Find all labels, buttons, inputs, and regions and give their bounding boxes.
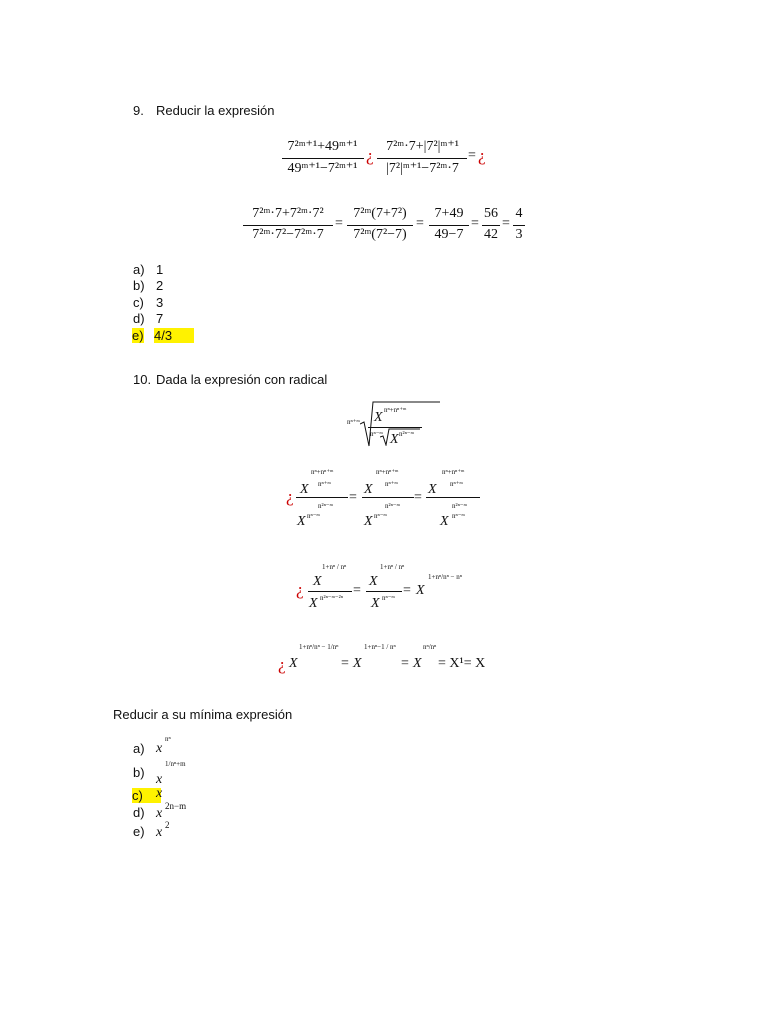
q9-l1-rhs-num: 7²ᵐ·7+|7²|ᵐ⁺¹ bbox=[386, 139, 459, 154]
fraction-bar bbox=[296, 497, 348, 498]
q9-l2-a-num: 7²ᵐ·7+7²ᵐ·7² bbox=[252, 206, 324, 221]
equals-sign: = bbox=[401, 656, 409, 671]
variable-x: X bbox=[413, 656, 422, 671]
fraction-bar bbox=[243, 225, 333, 226]
q9-l2-b-den: 7²ᵐ(7²−7) bbox=[353, 227, 407, 242]
q9-l2-e-den: 3 bbox=[515, 227, 523, 242]
variable-x: X bbox=[416, 583, 425, 598]
option-value: 2 bbox=[156, 278, 164, 293]
variable-x: X bbox=[428, 482, 437, 497]
exp-small: 1+nⁿ/nⁿ − 1/nⁿ bbox=[299, 643, 339, 651]
fraction-bar bbox=[377, 158, 467, 159]
q9-l2-e-num: 4 bbox=[515, 206, 523, 221]
exp-small: nⁿ⁻ᵐ bbox=[374, 512, 387, 520]
q9-l1-rhs-den: |7²|ᵐ⁺¹−7²ᵐ·7 bbox=[386, 161, 459, 176]
inverted-question-mark: ¿ bbox=[478, 146, 486, 165]
option-value: 1 bbox=[156, 262, 164, 277]
exp-small: nⁿ+nⁿ⁺ᵐ bbox=[376, 468, 399, 476]
q9-l2-a-den: 7²ᵐ·7²−7²ᵐ·7 bbox=[252, 227, 324, 242]
equals-sign: = bbox=[416, 216, 424, 231]
exp-small: n²ⁿ⁻ᵐ bbox=[399, 430, 414, 438]
fraction-bar bbox=[513, 225, 525, 226]
fraction-bar bbox=[282, 158, 364, 159]
equals-sign: = bbox=[403, 583, 411, 598]
variable-x: X bbox=[364, 514, 373, 529]
option-letter-highlighted: c) bbox=[132, 788, 161, 803]
option-letter: d) bbox=[133, 311, 145, 326]
equals-sign: = bbox=[414, 490, 422, 505]
exp-small: nⁿ+nⁿ⁺ᵐ bbox=[442, 468, 465, 476]
q9-l2-c-num: 7+49 bbox=[434, 206, 464, 221]
option-letter: b) bbox=[133, 278, 145, 293]
option-letter: b) bbox=[133, 765, 145, 780]
equals-sign: = bbox=[349, 490, 357, 505]
inner-index: nⁿ⁻ᵐ bbox=[370, 430, 383, 438]
option-letter: e) bbox=[133, 824, 145, 839]
option-exp: nⁿ bbox=[165, 735, 171, 743]
q10-number: 10. bbox=[133, 372, 152, 387]
equals-sign: = bbox=[471, 216, 479, 231]
variable-x: X bbox=[371, 596, 380, 611]
q10-title: Dada la expresión con radical bbox=[156, 372, 328, 387]
variable-x: X bbox=[353, 656, 362, 671]
equals-sign: = bbox=[353, 583, 361, 598]
variable-x: X bbox=[369, 574, 378, 589]
exp-small: 1+nⁿ / nⁿ bbox=[322, 563, 347, 571]
fraction-bar bbox=[426, 497, 480, 498]
q10-instruction: Reducir a su mínima expresión bbox=[113, 707, 293, 722]
option-value-highlighted: 4/3 bbox=[154, 328, 194, 343]
option-letter-highlighted: e) bbox=[132, 328, 144, 343]
exp-small: nⁿ+nⁿ⁺ᵐ bbox=[311, 468, 334, 476]
option-letter: c) bbox=[133, 295, 144, 310]
fraction-bar bbox=[347, 225, 413, 226]
exp-small: nⁿ⁻ᵐ bbox=[307, 512, 320, 520]
q9-l2-d-den: 42 bbox=[484, 227, 498, 242]
inverted-question-mark: ¿ bbox=[366, 146, 374, 165]
inverted-question-mark: ¿ bbox=[296, 580, 304, 599]
variable-x: X bbox=[374, 410, 383, 425]
variable-x: X bbox=[364, 482, 373, 497]
variable-x: X bbox=[440, 514, 449, 529]
option-base: x bbox=[156, 806, 163, 821]
exp-small: nⁿ⁺ᵐ bbox=[318, 480, 331, 488]
variable-x: X bbox=[313, 574, 322, 589]
fraction-bar bbox=[362, 497, 414, 498]
option-base: x bbox=[156, 772, 163, 787]
option-exp: 1/nⁿ+m bbox=[165, 760, 186, 768]
inverted-question-mark: ¿ bbox=[278, 655, 286, 674]
inverted-question-mark: ¿ bbox=[286, 487, 294, 506]
variable-x: X bbox=[309, 596, 318, 611]
equals-sign: = bbox=[341, 656, 349, 671]
exp-small: 1+nⁿ/nⁿ − nⁿ bbox=[428, 573, 462, 581]
q9-title: Reducir la expresión bbox=[156, 103, 275, 118]
fraction-bar bbox=[308, 591, 352, 592]
exp-small: n²ⁿ⁻ᵐ bbox=[385, 502, 400, 510]
q9-l2-b-num: 7²ᵐ(7+7²) bbox=[353, 206, 407, 221]
option-letter: d) bbox=[133, 805, 145, 820]
exp-small: 1+nⁿ−1 / nⁿ bbox=[364, 643, 396, 651]
option-base: x bbox=[156, 825, 163, 840]
option-value: 7 bbox=[156, 311, 164, 326]
exp-small: n²ⁿ⁻ᵐ bbox=[452, 502, 467, 510]
fraction-bar bbox=[366, 591, 402, 592]
equals-sign: = bbox=[502, 216, 510, 231]
q9-l2-d-num: 56 bbox=[484, 206, 498, 221]
exp-small: nⁿ+nⁿ⁺ᵐ bbox=[384, 406, 407, 414]
variable-x: X bbox=[297, 514, 306, 529]
q9-l1-lhs-num: 7²ᵐ⁺¹+49ᵐ⁺¹ bbox=[287, 139, 358, 154]
exp-small: nⁿ⁺ᵐ bbox=[450, 480, 463, 488]
option-exp: 2 bbox=[165, 820, 170, 830]
exp-small: nⁿ/nⁿ bbox=[423, 643, 437, 651]
option-exp: 2n−m bbox=[165, 801, 187, 811]
exp-small: n²ⁿ⁻ᵐ⁻²ⁿ bbox=[320, 594, 343, 602]
option-value: 3 bbox=[156, 295, 164, 310]
q9-l1-lhs-den: 49ᵐ⁺¹−7²ᵐ⁺¹ bbox=[287, 161, 358, 176]
radical-index: nⁿ⁺ᵐ bbox=[347, 418, 360, 426]
option-base: x bbox=[156, 741, 163, 756]
fraction-bar bbox=[482, 225, 500, 226]
variable-x: X bbox=[289, 656, 298, 671]
exp-small: nⁿ⁻ᵐ bbox=[452, 512, 465, 520]
option-letter: a) bbox=[133, 262, 145, 277]
equals-sign: = bbox=[468, 148, 476, 163]
exp-small: nⁿ⁻ᵐ bbox=[382, 594, 395, 602]
fraction-bar bbox=[429, 225, 469, 226]
q9-l2-c-den: 49−7 bbox=[434, 227, 464, 242]
variable-x: X bbox=[300, 482, 309, 497]
variable-x: X bbox=[390, 432, 399, 447]
equals-sign: = bbox=[335, 216, 343, 231]
exp-small: 1+nⁿ / nⁿ bbox=[380, 563, 405, 571]
q9-number: 9. bbox=[133, 103, 144, 118]
option-base: x bbox=[156, 786, 163, 801]
q10-step4-tail: = X¹= X bbox=[438, 656, 486, 671]
exp-small: n²ⁿ⁻ᵐ bbox=[318, 502, 333, 510]
exp-small: nⁿ⁺ᵐ bbox=[385, 480, 398, 488]
option-letter: a) bbox=[133, 741, 145, 756]
